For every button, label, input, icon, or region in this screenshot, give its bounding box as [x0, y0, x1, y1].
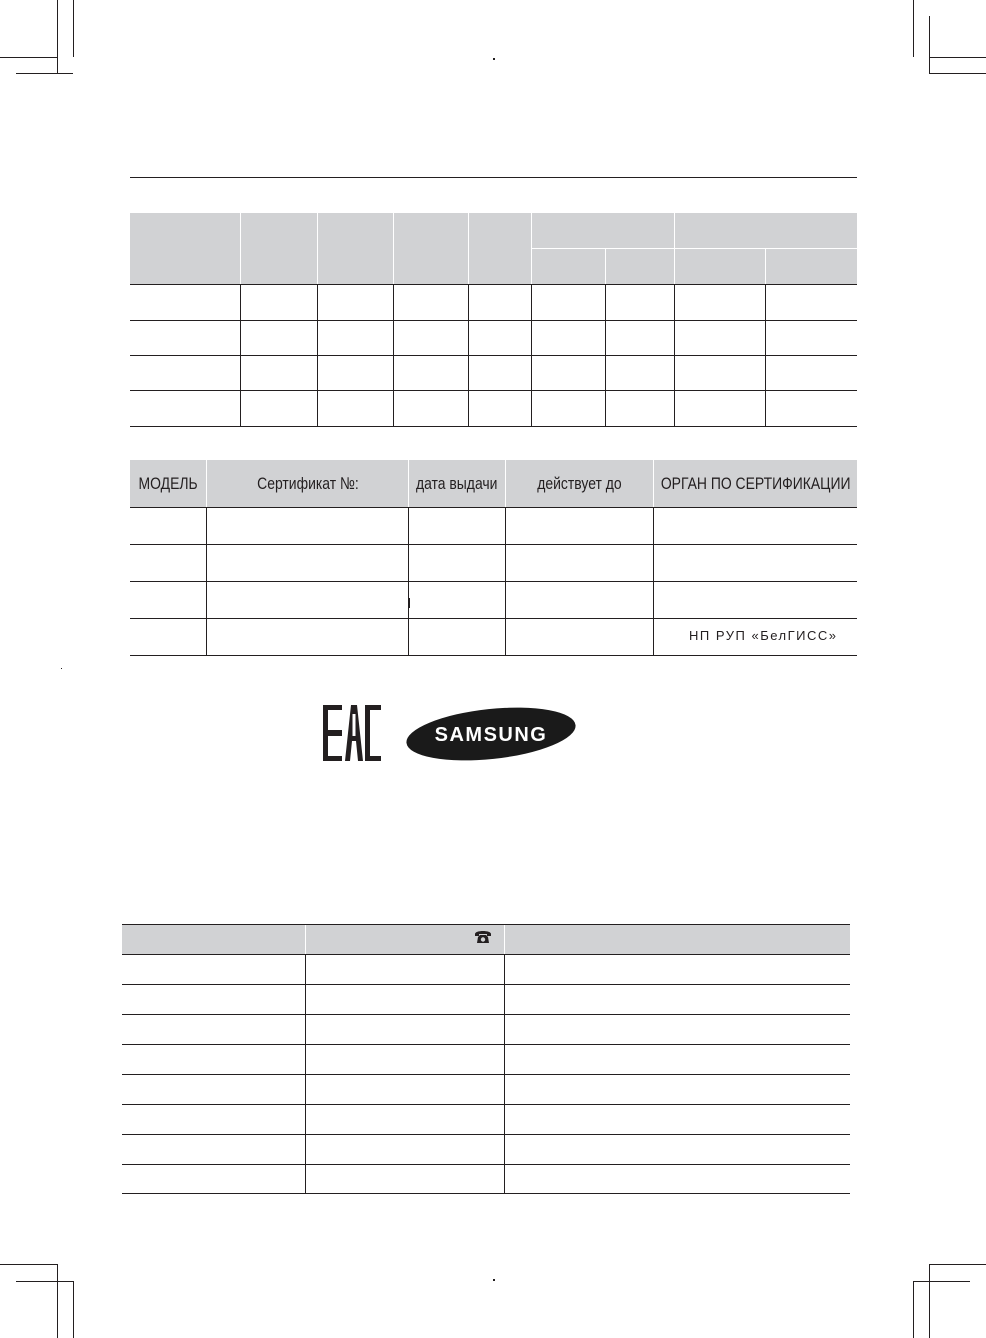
margin-dot [61, 668, 62, 669]
top-rule [130, 177, 857, 178]
header-certificate-number: Сертификат №: [256, 473, 359, 493]
registration-dot-bottom [493, 1279, 495, 1281]
registration-dot-top [493, 58, 495, 60]
svg-text:EAC: EAC [352, 755, 355, 756]
spec-table [130, 213, 857, 427]
samsung-logo-icon [405, 704, 577, 764]
svg-text:SAMSUNG: SAMSUNG [434, 724, 548, 746]
header-model: МОДЕЛЬ [138, 473, 198, 493]
header-valid-until: действует до [537, 473, 622, 493]
certificate-table [130, 460, 857, 656]
header-issue-date: дата выдачи [416, 473, 498, 493]
telephone-icon [474, 929, 492, 945]
header-certification-authority: ОРГАН ПО СЕРТИФИКАЦИИ [660, 473, 851, 493]
contact-table [122, 924, 850, 1194]
eac-mark-icon [323, 705, 381, 761]
authority-belgiss: НП РУП «БелГИСС» [689, 628, 838, 643]
